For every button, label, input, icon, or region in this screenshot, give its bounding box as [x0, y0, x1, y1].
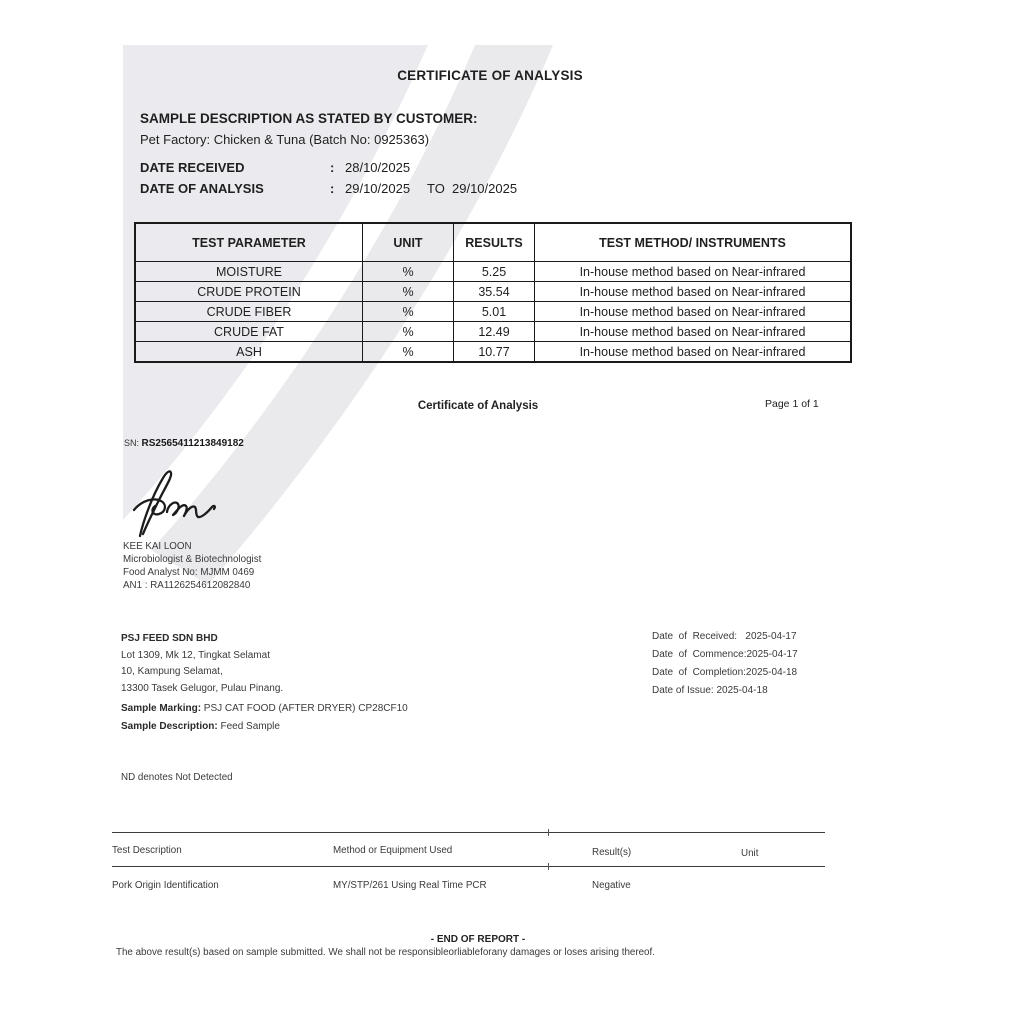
document-title: CERTIFICATE OF ANALYSIS	[397, 68, 583, 83]
analyst-block	[123, 540, 261, 592]
sample-description-value2: Feed Sample	[217, 721, 280, 732]
client-name: PSJ FEED SDN BHD	[121, 633, 218, 644]
analyst-name: KEE KAI LOON	[123, 541, 192, 552]
nd-note: ND denotes Not Detected	[121, 772, 233, 783]
pcr-cell-test: Pork Origin Identification	[112, 880, 219, 891]
pcr-header-unit: Unit	[741, 848, 759, 859]
date-analysis-colon: :	[330, 181, 335, 196]
pcr-table-divider-tick	[548, 829, 549, 836]
cell-method: In-house method based on Near-infrared	[535, 302, 852, 322]
analyst-reg2: AN1 : RA1126254612082840	[123, 580, 251, 591]
date-received-value: 28/10/2025	[345, 160, 411, 175]
cell-parameter: CRUDE FIBER	[135, 302, 363, 322]
date-of-commence: Date of Commence:2025-04-17	[652, 649, 798, 660]
results-table	[134, 222, 852, 363]
results-header-parameter: TEST PARAMETER	[135, 223, 363, 262]
sample-description-heading: SAMPLE DESCRIPTION AS STATED BY CUSTOMER:	[140, 111, 478, 126]
table-row	[135, 322, 851, 342]
sample-marking-line	[121, 703, 408, 714]
cell-result: 35.54	[454, 282, 535, 302]
cell-method: In-house method based on Near-infrared	[535, 262, 852, 282]
pcr-header-result: Result(s)	[592, 847, 632, 858]
lab-dates-block	[652, 628, 798, 700]
analyst-reg1: Food Analyst No: MJMM 0469	[123, 567, 255, 578]
end-of-report: - END OF REPORT -	[430, 934, 526, 945]
pcr-table-top-rule	[112, 832, 825, 833]
page-indicator: Page 1 of 1	[765, 398, 819, 410]
cell-method: In-house method based on Near-infrared	[535, 322, 852, 342]
pcr-table-mid-rule	[112, 866, 825, 867]
cell-unit: %	[363, 322, 454, 342]
pcr-cell-method: MY/STP/261 Using Real Time PCR	[333, 880, 487, 891]
results-header-unit: UNIT	[363, 223, 454, 262]
sample-description-value: Pet Factory: Chicken & Tuna (Batch No: 0925363)	[140, 132, 430, 147]
sample-description-line	[121, 721, 280, 732]
serial-number-line	[124, 438, 244, 449]
cell-parameter: CRUDE PROTEIN	[135, 282, 363, 302]
date-of-issue: Date of Issue: 2025-04-18	[652, 685, 768, 696]
sample-marking-value: PSJ CAT FOOD (AFTER DRYER) CP28CF10	[201, 703, 408, 714]
cell-result: 10.77	[454, 342, 535, 363]
date-analysis-to: 29/10/2025	[452, 181, 518, 196]
sample-marking-label: Sample Marking:	[121, 703, 202, 714]
table-row	[135, 262, 851, 282]
cell-unit: %	[363, 282, 454, 302]
client-address-line: 13300 Tasek Gelugor, Pulau Pinang.	[121, 682, 284, 694]
results-header-method: TEST METHOD/ INSTRUMENTS	[535, 223, 852, 262]
results-header-results: RESULTS	[454, 223, 535, 262]
table-row	[135, 302, 851, 322]
date-analysis-to-word: TO	[427, 181, 445, 196]
disclaimer-text: The above result(s) based on sample submitted. We shall not be responsibleorliableforany damages or loses arising thereof.	[116, 947, 655, 958]
cell-parameter: CRUDE FAT	[135, 322, 363, 342]
date-received-colon: :	[330, 160, 335, 175]
client-address-line: Lot 1309, Mk 12, Tingkat Selamat	[121, 649, 270, 661]
cell-unit: %	[363, 302, 454, 322]
cell-method: In-house method based on Near-infrared	[535, 282, 852, 302]
cell-parameter: ASH	[135, 342, 363, 363]
pcr-table-divider-tick	[548, 863, 549, 870]
cell-unit: %	[363, 262, 454, 282]
cell-method: In-house method based on Near-infrared	[535, 342, 852, 363]
results-table-header-row	[135, 223, 851, 262]
date-of-received: Date of Received: 2025-04-17	[652, 631, 797, 642]
date-analysis-from: 29/10/2025	[345, 181, 411, 196]
date-received-label: DATE RECEIVED	[140, 160, 245, 175]
date-of-completion: Date of Completion:2025-04-18	[652, 667, 798, 678]
analyst-signature	[126, 466, 222, 540]
sn-value: RS2565411213849182	[141, 438, 244, 449]
cell-result: 12.49	[454, 322, 535, 342]
analyst-role: Microbiologist & Biotechnologist	[123, 554, 262, 565]
mid-page-title: Certificate of Analysis	[417, 400, 539, 412]
pcr-cell-result: Negative	[592, 880, 631, 891]
sample-description-label: Sample Description:	[121, 721, 218, 732]
table-row	[135, 342, 851, 363]
date-analysis-label: DATE OF ANALYSIS	[140, 181, 264, 196]
cell-result: 5.01	[454, 302, 535, 322]
sn-label: SN:	[124, 438, 140, 448]
table-row	[135, 282, 851, 302]
cell-result: 5.25	[454, 262, 535, 282]
pcr-header-method: Method or Equipment Used	[333, 845, 453, 856]
pcr-header-test: Test Description	[112, 845, 182, 856]
client-address-line: 10, Kampung Selamat,	[121, 666, 223, 677]
cell-unit: %	[363, 342, 454, 363]
client-block	[121, 631, 283, 697]
cell-parameter: MOISTURE	[135, 262, 363, 282]
